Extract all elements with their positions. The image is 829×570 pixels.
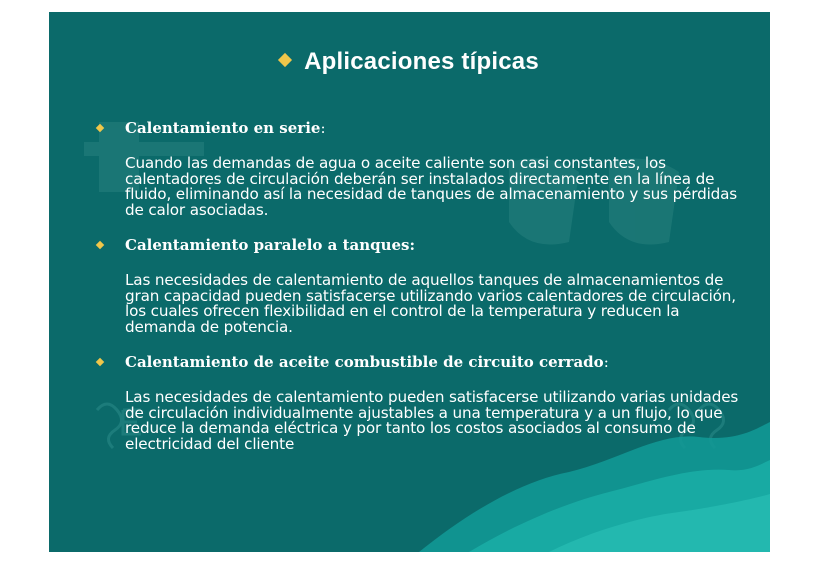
list-item xyxy=(97,353,747,452)
bullet-diamond-icon xyxy=(96,124,104,132)
bullet-diamond-icon xyxy=(96,358,104,366)
section-heading xyxy=(125,119,747,137)
section-body: Cuando las demandas de agua o aceite caliente son casi constantes, los calentadores de circulación deberán ser instalados directamente en la línea de fluido, eliminando así la necesidad de tanques de almacenamiento y sus pérdidas de calor asociadas. xyxy=(125,154,738,219)
section-heading-suffix: : xyxy=(603,353,609,371)
section-heading-text: Calentamiento en serie xyxy=(125,119,321,137)
section-heading xyxy=(125,353,747,371)
list-item xyxy=(97,236,747,335)
section-heading-suffix: : xyxy=(320,119,326,137)
section-heading-text: Calentamiento de aceite combustible de circuito cerrado xyxy=(125,353,604,371)
title-diamond-icon xyxy=(278,53,292,67)
bullet-diamond-icon xyxy=(96,241,104,249)
slide-title xyxy=(49,48,770,76)
slide xyxy=(49,12,770,552)
section-body: Las necesidades de calentamiento pueden satisfacerse utilizando varias unidades de circulación individualmente ajustables a una temperatura y a un flujo, lo que reduce la demanda eléctrica y por tanto los costos asociados al consumo de electricidad del cliente xyxy=(125,388,739,453)
slide-title-text: Aplicaciones típicas xyxy=(304,48,539,75)
section-heading xyxy=(125,236,747,254)
content-list xyxy=(97,119,747,452)
list-item xyxy=(97,119,747,218)
section-heading-text: Calentamiento paralelo a tanques: xyxy=(125,236,416,254)
section-body: Las necesidades de calentamiento de aquellos tanques de almacenamientos de gran capacidad pueden satisfacerse utilizando varios calentadores de circulación, los cuales ofrecen flexibilidad en el control de la temperatura y reducen la demanda de potencia. xyxy=(125,271,736,336)
